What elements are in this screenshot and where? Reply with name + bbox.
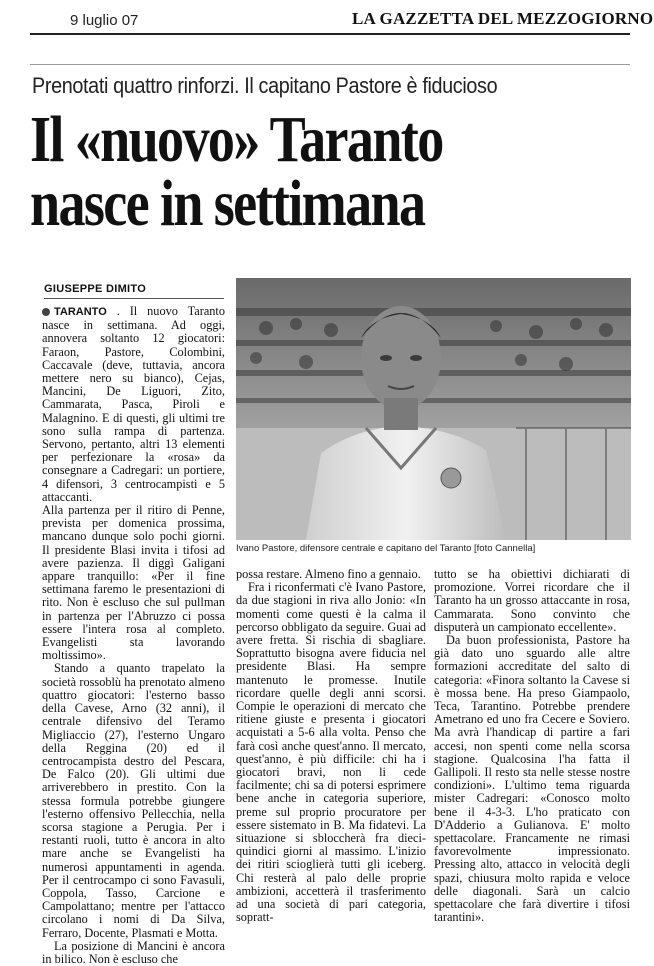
article-paragraph: Fra i riconfermati c'è Ivano Pastore, da due stagioni in riva allo Jonio: «In momenti come questi è la calma il percorso obbligato da seguire. Guai ad avere fretta. Si rischia di sbagliare. Soprattutto bisogna avere fiducia nel presidente Blasi. Ha sempre mantenuto le promesse. Inutile ricordare quelle degli anni scorsi. Compie le operazioni di mercato che ritiene giuste e presenta i giocatori acquistati a 5-6 alla volta. Penso che farà così anche quest'anno. Il mercato, quest'anno, è più difficile: chi ha i giocatori bravi, non li cede facilmente; chi sa di potersi esprimere bene anche in categoria superiore, preme sul proprio procuratore per essere sistemato in B. Ma fidatevi. La situazione si sbloccherà fra dieci-quindici giorni al massimo. L'inizio dei ritiri scioglierà tutti gli iceberg. Chi resterà al palo delle proprie ambizioni, accetterà il trasferimento ad una società di pari categoria, sopratt-: [236, 580, 426, 925]
headline-line-2: nasce in settimana: [30, 167, 425, 240]
article-column-3: [434, 568, 630, 924]
article-paragraph: possa restare. Almeno fino a gennaio.: [236, 567, 421, 581]
edition-date: 9 luglio 07: [70, 12, 139, 29]
headline-line-1: Il «nuovo» Taranto: [30, 103, 443, 176]
byline: GIUSEPPE DIMITO: [44, 283, 147, 295]
newspaper-masthead: LA GAZZETTA DEL MEZZOGIORNO: [352, 9, 654, 28]
player-photo: [236, 278, 631, 540]
article-paragraph: tutto se ha obiettivi dichiarati di promozione. Vorrei ricordare che il Taranto ha un grosso attaccante in rosa, Cammarata. Sono convinto che disputerà un campionato eccellente».: [434, 567, 630, 634]
dateline: TARANTO: [54, 306, 107, 318]
bullet-icon: [42, 308, 50, 316]
article-paragraph: Da buon professionista, Pastore ha già dato uno sguardo alle altre formazioni accreditate del salto di categoria: «Finora soltanto la Cavese si è mossa bene. Ha preso Giampaolo, Teca, Tarantino. Potrebbe prendere Ametrano ed uno fra Cecere e Soviero. Ma avrà l'handicap di partire a fari accesi, non spenti come nella scorsa stagione. Qualcosina l'ha fatta il Gallipoli. Il resto sta nelle stesse nostre condizioni». L'ultimo tema riguarda mister Cadregari: «Conosco molto bene il 4-3-3. L'ho praticato con D'Adderio a Gulianova. E' molto spettacolare. Francamente ne rimasi favorevolmente impressionato. Pressing alto, attacco in velocità degli spazi, chiusura molto rapida e veloce delle diagonali. Sarà un calcio spettacolare che farà divertire i tifosi tarantini».: [434, 633, 630, 925]
byline-divider: [44, 298, 224, 299]
article-paragraph: La posizione di Mancini è ancora in bilico. Non è escluso che: [42, 938, 225, 966]
article-kicker: Prenotati quattro rinforzi. Il capitano Pastore è fiducioso: [32, 73, 498, 98]
article-column-2: [236, 568, 426, 924]
photo-caption: Ivano Pastore, difensore centrale e capitano del Taranto [foto Cannella]: [236, 543, 536, 554]
article-paragraph: Alla partenza per il ritiro di Penne, prevista per domenica prossima, mancano dunque solo pochi giorni. Il presidente Blasi invita i tifosi ad avere pazienza. Il diggì Galigani appare tranquillo: «Per il fine settimana faremo le presentazioni di rito. Non è escluso che sul pullman in partenza per l'Abruzzo ci possa essere l'intera rosa al completo. Evangelisti sta lavorando moltissimo».: [42, 503, 225, 663]
article-paragraph: [42, 305, 225, 504]
article-headline: [30, 103, 522, 240]
header-divider: [30, 33, 630, 35]
article-paragraph: Stando a quanto trapelato la società rossoblù ha prenotato almeno quattro giocatori: l'esterno basso della Cavese, Arno (32 anni), il centrale difensivo del Teramo Migliaccio (27), l'esterno Ungaro della Reggina (20) ed il centrocampista destro del Pescara, De Falco (20). Gli ultimi due arriverebbero in prestito. Con la stessa formula potrebbe giungere l'esterno offensivo Pellecchia, nella scorsa stagione a Perugia. Per i restanti ruoli, tutto è ancora in alto mare anche se Evangelisti ha numerosi appuntamenti in agenda. Per il centrocampo ci sono Favasuli, Coppola, Tasso, Carcione e Campolattano; mentre per l'attacco circolano i nomi di Da Silva, Ferraro, Docente, Plasmati e Motta.: [42, 661, 225, 940]
paragraph-text: . Il nuovo Taranto nasce in settimana. Ad oggi, annovera soltanto 12 giocatori: Faraon, Pastore, Colombini, Caccavale (deve, tuttavia, ancora mettere nero su bianco), Cejas, Mancini, De Liguori, Zito, Cammarata, Pasca, Piroli e Malagnino. E di questi, gli ultimi tre sono sulla rampa di partenza. Servono, pertanto, altri 13 elementi per perfezionare la «rosa» da consegnare a Cadregari: un portiere, 4 difensori, 3 centrocampisti e 5 attaccanti.: [42, 304, 225, 504]
article-column-1: [42, 305, 225, 966]
kicker-divider: [30, 64, 630, 65]
